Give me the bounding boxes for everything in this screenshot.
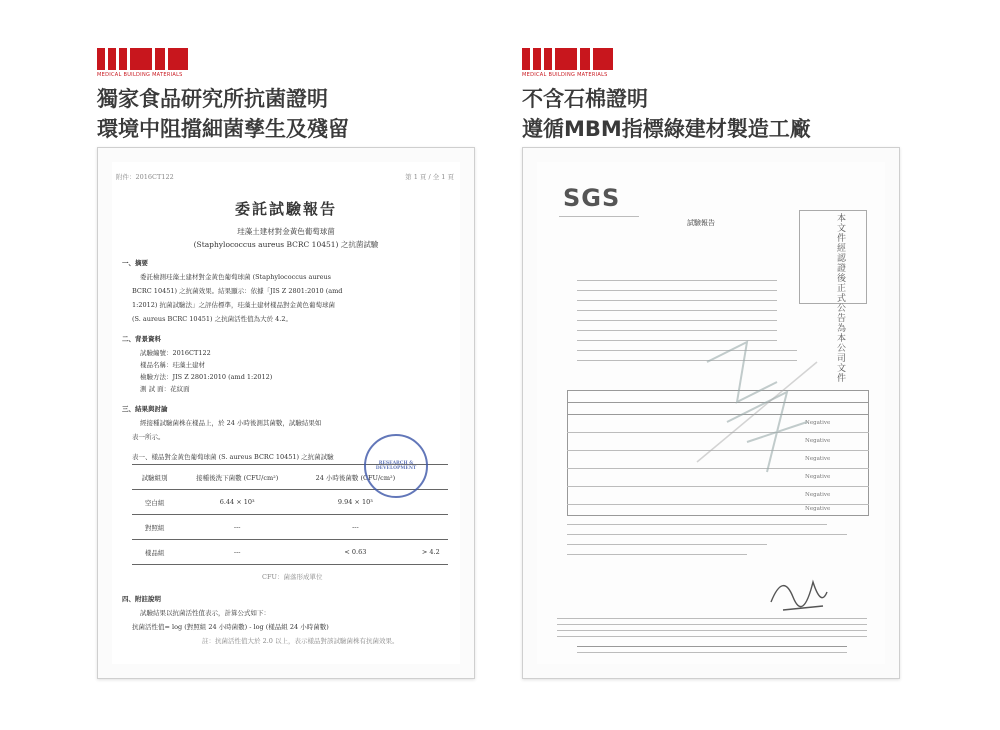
table-caption: 表一、樣品對金黃色葡萄球菌 (S. aureus BCRC 10451) 之抗菌試驗	[132, 453, 334, 461]
logo-tagline: MEDICAL BUILDING MATERIALS	[97, 72, 183, 78]
abstract-line-3: 1:2012) 抗菌試驗法」之評估標準，珪藻土建材樣品對金黃色葡萄球菌	[132, 301, 335, 309]
signature-stamp-mark	[687, 322, 827, 502]
footnote-line	[567, 524, 827, 525]
mbm-logo-bars	[522, 48, 614, 70]
table-note: CFU：菌落形成單位	[262, 573, 323, 581]
sgs-logo: SGS	[563, 184, 621, 212]
table-header-cell: 接種後洗下菌數 (CFU/cm²)	[177, 465, 297, 490]
result-cell: Negative	[805, 438, 831, 444]
logo-tagline: MEDICAL BUILDING MATERIALS	[522, 72, 608, 78]
sgs-report-title: 試驗報告	[687, 219, 715, 227]
info-line	[577, 280, 777, 281]
fineprint-line	[557, 618, 867, 619]
abstract-line-2: BCRC 10451) 之抗菌效果。結果顯示：依據「JIS Z 2801:2010 (amd	[132, 287, 343, 295]
notes-line-2: 抗菌活性值= log (對照組 24 小時菌數) - log (樣品組 24 小時菌數)	[132, 623, 329, 631]
footer-line	[577, 646, 847, 647]
result-cell: Negative	[805, 474, 831, 480]
table-cell: < 0.63	[297, 540, 413, 565]
report-title: 委託試驗報告	[234, 200, 337, 218]
result-cell: Negative	[805, 492, 831, 498]
info-line	[577, 290, 777, 291]
antibacterial-certificate	[112, 162, 460, 664]
table-cell: 樣品組	[132, 540, 177, 565]
background-line-3: 檢驗方法：JIS Z 2801:2010 (amd 1:2012)	[140, 373, 273, 381]
abstract-line-4: (S. aureus BCRC 10451) 之抗菌活性值為大於 4.2。	[132, 315, 292, 323]
background-line-1: 試驗編號：2016CT122	[140, 349, 211, 357]
result-cell: Negative	[805, 506, 831, 512]
right-headline-line2: 遵循MBM指標綠建材製造工廠	[522, 117, 811, 141]
table-cell: 對照組	[132, 515, 177, 540]
institute-stamp	[364, 434, 428, 498]
left-headline	[97, 84, 349, 144]
background-line-2: 樣品名稱：珪藻土建材	[140, 361, 205, 369]
left-headline-line2: 環境中阻擋細菌孳生及殘留	[97, 117, 349, 141]
asbestos-certificate-frame	[522, 147, 900, 679]
certification-stamp-box	[799, 210, 867, 384]
fineprint-line	[557, 630, 867, 631]
section-abstract-title: 一、摘要	[122, 259, 148, 267]
footnote-line	[567, 554, 747, 555]
notes-line-3: 註：抗菌活性值大於 2.0 以上，表示樣品對該試驗菌株有抗菌效果。	[202, 637, 399, 645]
stamp-text: RESEARCH & DEVELOPMENT	[375, 461, 417, 471]
footnote-line	[567, 544, 767, 545]
right-headline	[522, 84, 811, 144]
table-row	[132, 540, 448, 565]
section-results-title: 三、結果與討論	[122, 405, 168, 413]
report-ref-no: 附件：2016CT122	[116, 173, 174, 181]
section-notes-title: 四、附註說明	[122, 595, 161, 603]
table-row	[132, 515, 448, 540]
discussion-line-1: 經接種試驗菌株在樣品上，於 24 小時後測其菌數，試驗結果如	[140, 419, 322, 427]
footnote-line	[567, 534, 847, 535]
table-cell: ---	[177, 540, 297, 565]
result-cell: Negative	[805, 420, 831, 426]
footer-line	[577, 652, 847, 653]
logo-underline	[559, 216, 639, 217]
right-headline-line1: 不含石棉證明	[522, 87, 648, 111]
table-cell	[414, 515, 448, 540]
mbm-logo	[97, 48, 189, 80]
table-row-line	[567, 504, 869, 505]
table-cell: 6.44 × 10³	[177, 490, 297, 515]
mbm-logo	[522, 48, 614, 80]
table-cell: ---	[177, 515, 297, 540]
report-subtitle-1: 珪藻土建材對金黃色葡萄球菌	[237, 227, 335, 236]
right-panel	[500, 0, 1000, 730]
table-cell: 空白組	[132, 490, 177, 515]
result-cell: Negative	[805, 456, 831, 462]
asbestos-certificate	[537, 162, 885, 664]
table-header-cell: 試驗組別	[132, 465, 177, 490]
certification-stamp-text: 本文件經認證後正式公告為本公司文件	[837, 214, 847, 384]
mbm-logo-bars	[97, 48, 189, 70]
info-line	[577, 320, 777, 321]
left-headline-line1: 獨家食品研究所抗菌證明	[97, 87, 328, 111]
table-cell: > 4.2	[414, 540, 448, 565]
discussion-line-2: 表一所示。	[132, 433, 165, 441]
fineprint-line	[557, 636, 867, 637]
antibacterial-certificate-frame	[97, 147, 475, 679]
table-cell: 9.94 × 10³	[297, 490, 413, 515]
section-background-title: 二、背景資料	[122, 335, 161, 343]
handwritten-signature	[763, 562, 833, 622]
report-subtitle-2: (Staphylococcus aureus BCRC 10451) 之抗菌試驗	[193, 240, 379, 249]
report-page-no: 第 1 頁 / 全 1 頁	[405, 173, 454, 181]
background-line-4: 測 試 面：花紋面	[140, 385, 190, 393]
table-cell: ---	[297, 515, 413, 540]
notes-line-1: 試驗結果以抗菌活性值表示，計算公式如下：	[140, 609, 270, 617]
info-line	[577, 310, 777, 311]
table-cell	[414, 490, 448, 515]
fineprint-line	[557, 624, 867, 625]
abstract-line-1: 委託檢測珪藻土建材對金黃色葡萄球菌 (Staphylococcus aureus	[140, 273, 332, 281]
info-line	[577, 300, 777, 301]
table-header-cell: 24 小時後菌數 (CFU/cm²)	[297, 465, 413, 490]
